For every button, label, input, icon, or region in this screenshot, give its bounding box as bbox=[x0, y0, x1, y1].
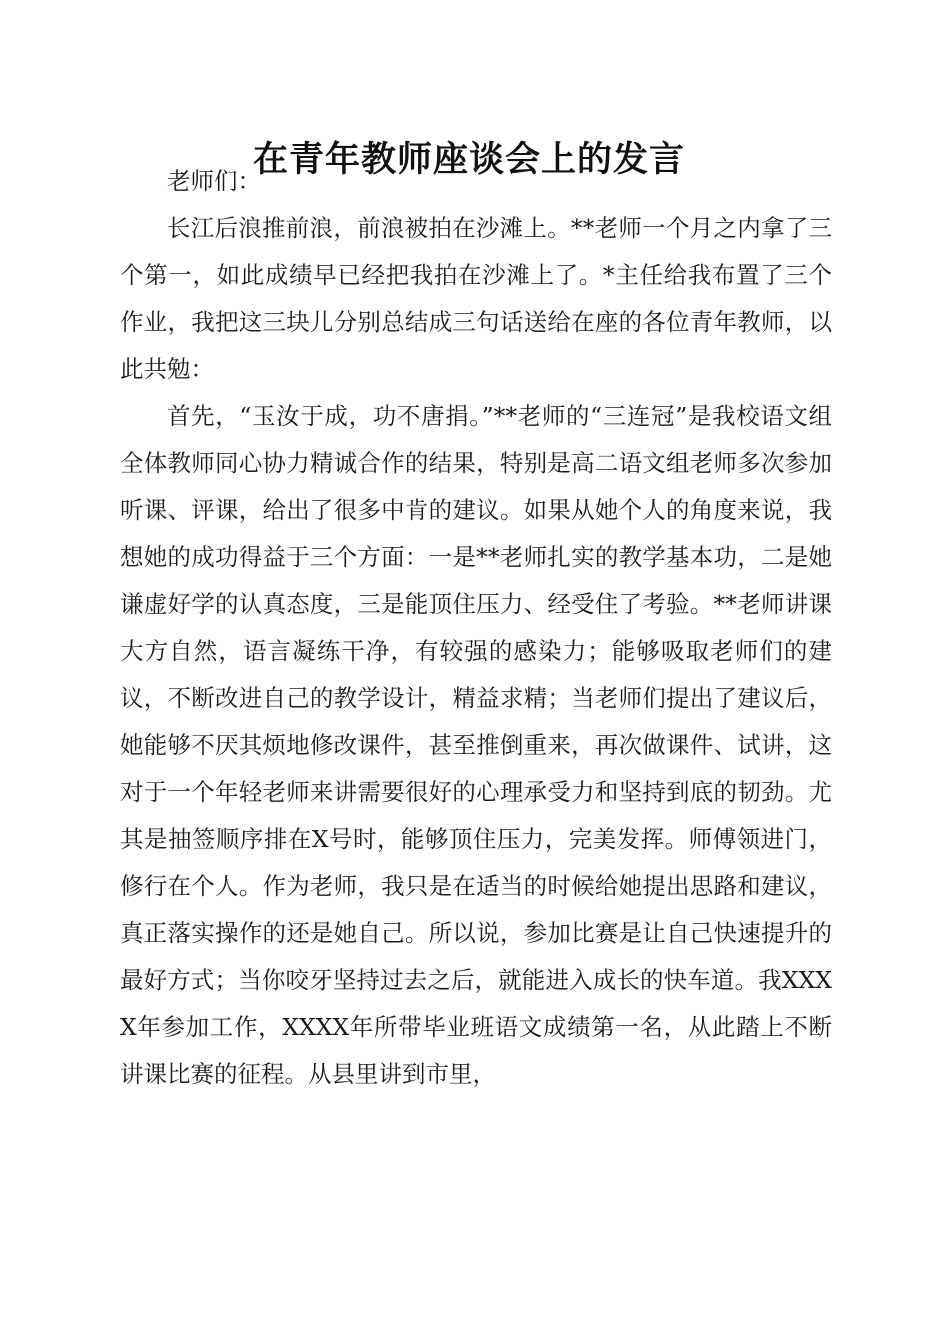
document-title: 在青年教师座谈会上的发言 bbox=[252, 139, 685, 180]
salutation: 老师们： bbox=[167, 167, 261, 195]
document-body bbox=[120, 158, 832, 1098]
paragraph-1: 长江后浪推前浪，前浪被拍在沙滩上。**老师一个月之内拿了三个第一，如此成绩早已经把我拍在沙滩上了。*主任给我布置了三个作业，我把这三块儿分别总结成三句话送给在座的各位青年教师，以此共勉： bbox=[120, 214, 832, 383]
paragraph-2: 首先，“玉汝于成，功不唐捐。”**老师的“三连冠”是我校语文组全体教师同心协力精诚合作的结果，特别是高二语文组老师多次参加听课、评课，给出了很多中肯的建议。如果从她个人的角度来说，我想她的成功得益于三个方面：一是**老师扎实的教学基本功，二是她谦虚好学的认真态度，三是能顶住压力、经受住了考验。**老师讲课大方自然，语言凝练干净，有较强的感染力；能够吸取老师们的建议，不断改进自己的教学设计，精益求精；当老师们提出了建议后，她能够不厌其烦地修改课件，甚至推倒重来，再次做课件、试讲，这对于一个年轻老师来讲需要很好的心理承受力和坚持到底的韧劲。尤其是抽签顺序排在X号时，能够顶住压力，完美发挥。师傅领进门，修行在个人。作为老师，我只是在适当的时候给她提出思路和建议，真正落实操作的还是她自己。所以说，参加比赛是让自己快速提升的最好方式；当你咬牙坚持过去之后，就能进入成长的快车道。我XXXX年参加工作，XXXX年所带毕业班语文成绩第一名，从此踏上不断讲课比赛的征程。从县里讲到市里， bbox=[120, 402, 832, 1088]
